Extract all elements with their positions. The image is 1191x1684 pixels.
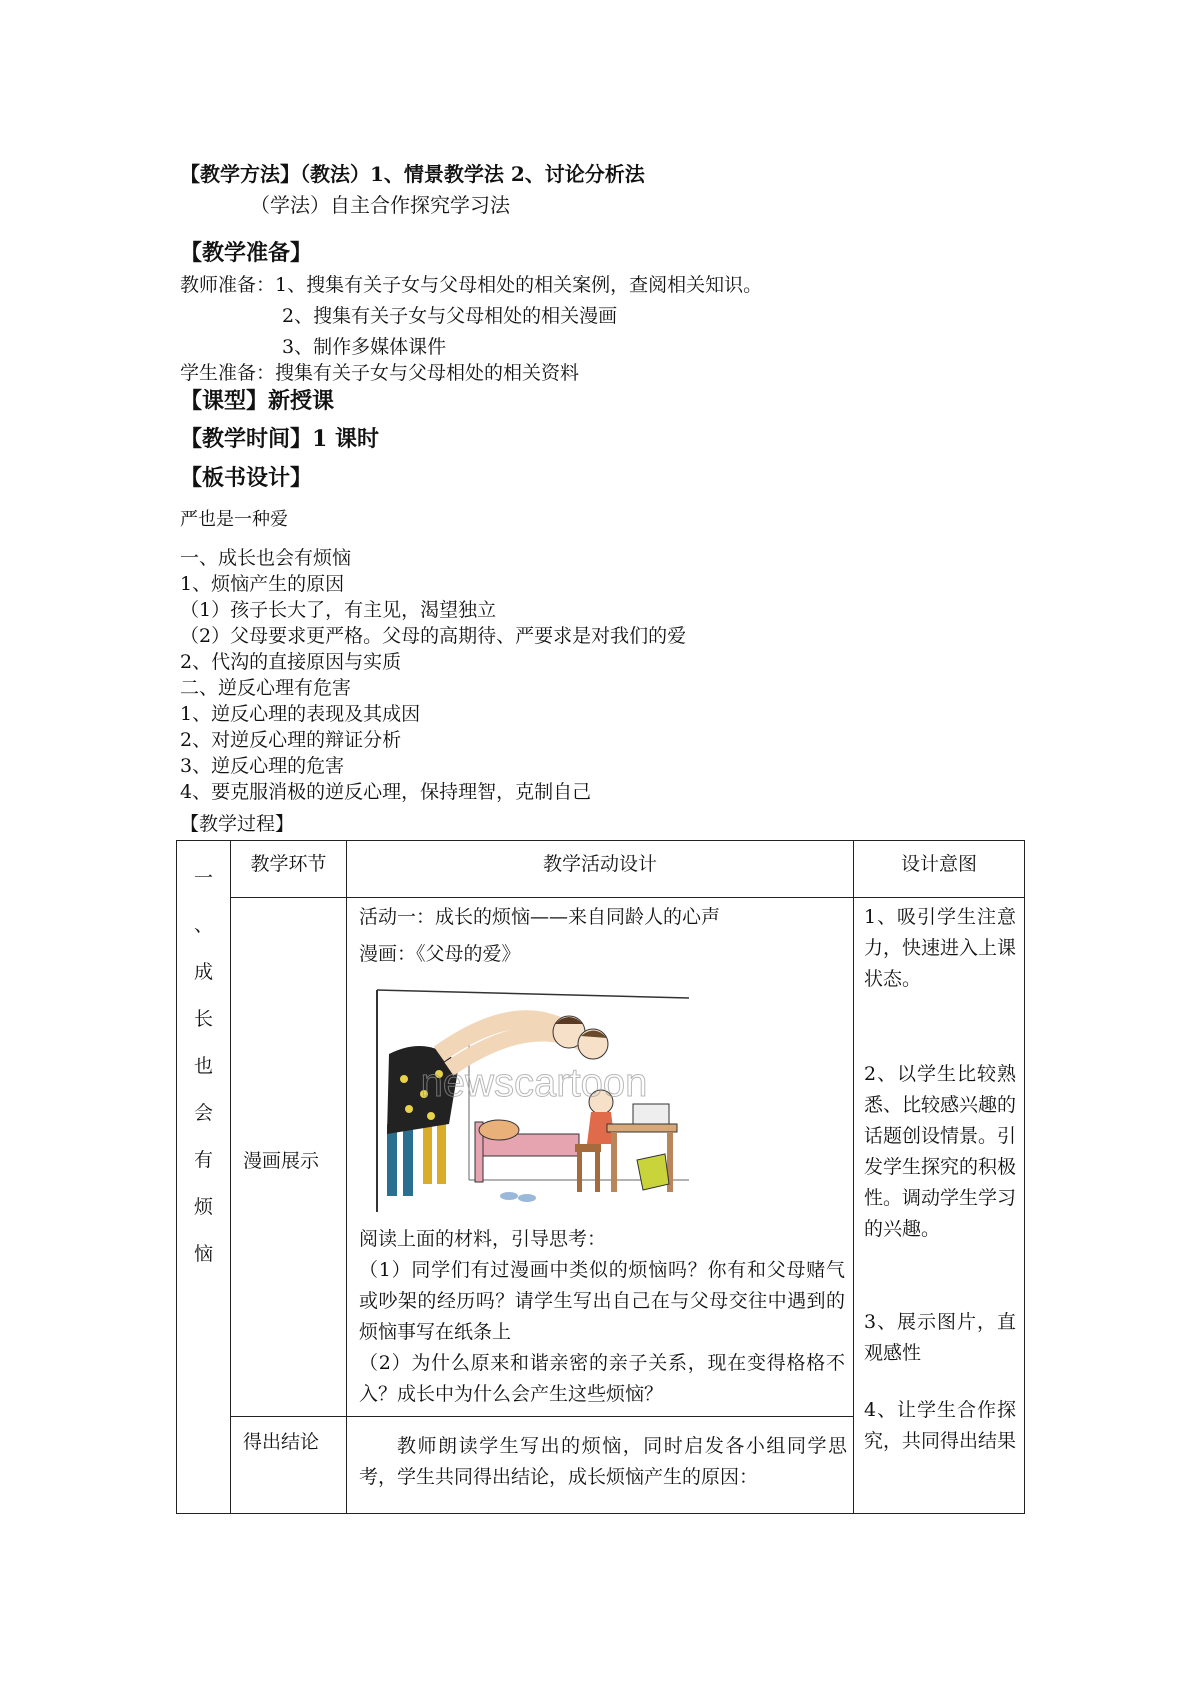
header-stage: 教学环节 (231, 841, 347, 898)
lesson-type-value: 新授课 (268, 388, 335, 414)
read-prompt: 阅读上面的材料，引导思考： (359, 1228, 607, 1250)
board-line: 2、代沟的直接原因与实质 (180, 651, 402, 673)
intent-item-4: 4、让学生合作探究，共同得出结果 (864, 1399, 1017, 1452)
board-heading: 【板书设计】 (180, 465, 313, 491)
unit-char: 恼 (193, 1243, 213, 1265)
student-prep-label: 学生准备： (180, 362, 276, 384)
activity-cell-conclusion: 教师朗读学生写出的烦恼，同时启发各小组同学思考，学生共同得出结论，成长烦恼产生的原因： (347, 1417, 854, 1514)
header-activity: 教学活动设计 (347, 841, 854, 898)
unit-char: 成 (193, 961, 213, 983)
methods-learn: （学法）自主合作探究学习法 (250, 193, 510, 217)
unit-char: 烦 (193, 1196, 213, 1218)
teacher-prep-item-2: 2、搜集有关子女与父母相处的相关漫画 (282, 305, 618, 327)
lesson-time-value: 1 课时 (312, 426, 379, 452)
methods-line (180, 158, 645, 187)
table-row (177, 898, 1025, 1417)
teacher-prep-label: 教师准备： (180, 274, 276, 296)
prep-heading: 【教学准备】 (180, 240, 313, 266)
unit-title-cell (177, 841, 231, 1514)
board-line: 1、逆反心理的表现及其成因 (180, 703, 421, 725)
teaching-process-table (176, 840, 1025, 1514)
stage-cell-comic: 漫画展示 (231, 898, 347, 1417)
activity-title: 活动一：成长的烦恼——来自同龄人的心声 (359, 906, 721, 928)
table-header-row (177, 841, 1025, 898)
intent-item-1: 1、吸引学生注意力，快速进入上课状态。 (864, 906, 1017, 990)
board-title: 严也是一种爱 (180, 509, 288, 530)
unit-char: 有 (193, 1149, 213, 1171)
lesson-time-line (180, 422, 379, 453)
methods-teach: （教法）1、情景教学法 2、讨论分析法 (300, 162, 645, 186)
student-prep-line (180, 358, 579, 385)
board-line: 3、逆反心理的危害 (180, 755, 345, 777)
intent-cell (854, 898, 1025, 1514)
teacher-prep-line (180, 270, 762, 297)
board-line: 1、烦恼产生的原因 (180, 573, 345, 595)
board-line: 2、对逆反心理的辩证分析 (180, 729, 402, 751)
unit-char: 一 (193, 867, 213, 889)
parents-love-cartoon (369, 984, 699, 1216)
unit-char: 长 (193, 1008, 213, 1030)
board-line: 4、要克服消极的逆反心理，保持理智，克制自己 (180, 781, 592, 803)
question-2: （2）为什么原来和谐亲密的亲子关系，现在变得格格不入？成长中为什么会产生这些烦恼？ (359, 1352, 845, 1405)
stage-cell-conclusion: 得出结论 (231, 1417, 347, 1514)
unit-char: 、 (193, 914, 213, 936)
cartoon-watermark: newscartoon (420, 1061, 648, 1105)
lesson-type-label: 【课型】 (180, 388, 269, 414)
unit-char: 也 (193, 1055, 213, 1077)
activity-cell-comic (347, 898, 854, 1417)
board-line: 二、逆反心理有危害 (180, 677, 352, 699)
header-intent: 设计意图 (854, 841, 1025, 898)
board-line: （2）父母要求更严格。父母的高期待、严要求是对我们的爱 (180, 625, 687, 647)
board-line: 一、成长也会有烦恼 (180, 547, 352, 569)
intent-item-3: 3、展示图片，直观感性 (864, 1311, 1016, 1364)
board-line: （1）孩子长大了，有主见，渴望独立 (180, 599, 497, 621)
teacher-prep-item-1: 1、搜集有关子女与父母相处的相关案例，查阅相关知识。 (275, 274, 763, 296)
teacher-prep-item-3: 3、制作多媒体课件 (282, 336, 447, 358)
process-heading: 【教学过程】 (180, 813, 295, 835)
methods-label: 【教学方法】 (180, 162, 300, 186)
question-1: （1）同学们有过漫画中类似的烦恼吗？你有和父母赌气或吵架的经历吗？请学生写出自己在与父母交往中遇到的烦恼事写在纸条上 (359, 1259, 845, 1343)
lesson-time-label: 【教学时间】 (180, 426, 313, 452)
intent-item-2: 2、以学生比较熟悉、比较感兴趣的话题创设情景。引发学生探究的积极性。调动学生学习的兴趣。 (864, 1063, 1017, 1240)
student-prep-item: 搜集有关子女与父母相处的相关资料 (275, 362, 580, 384)
comic-title: 漫画：《父母的爱》 (359, 943, 521, 965)
unit-char: 会 (193, 1102, 213, 1124)
lesson-type-line (180, 384, 334, 415)
